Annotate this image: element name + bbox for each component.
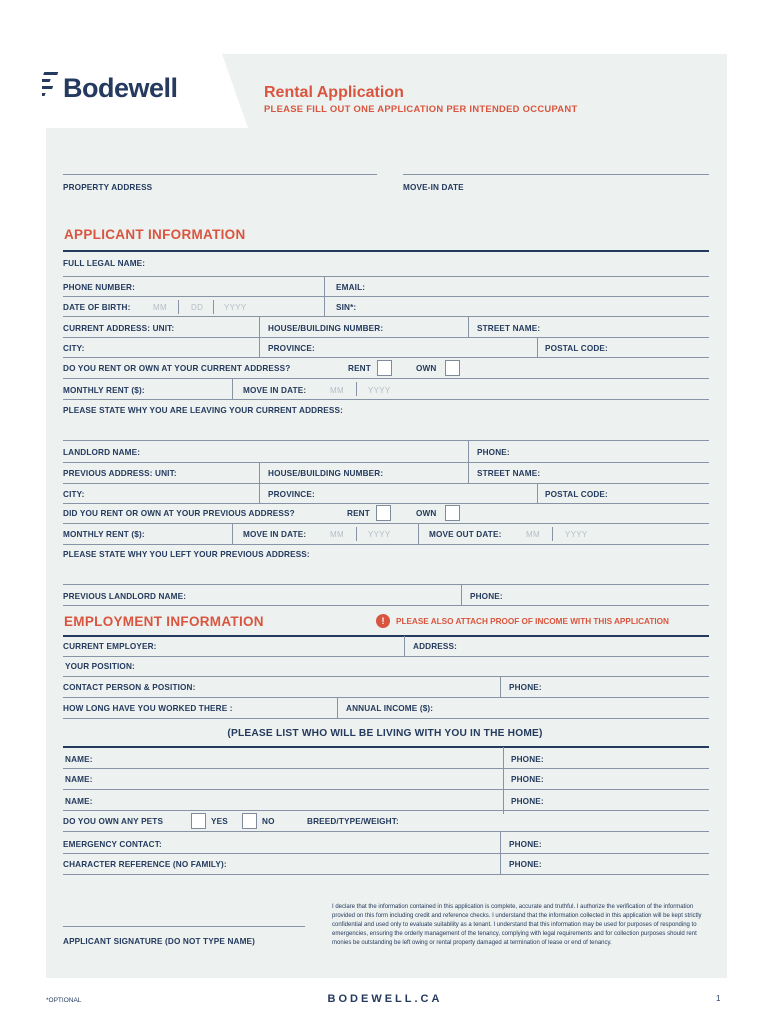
col-divider — [468, 317, 469, 337]
postal-code-label: POSTAL CODE: — [545, 344, 608, 353]
character-reference-label: CHARACTER REFERENCE (NO FAMILY): — [63, 860, 227, 869]
col-divider — [468, 441, 469, 462]
monthly-rent-label: MONTHLY RENT ($): — [63, 386, 145, 395]
dob-label: DATE OF BIRTH: — [63, 303, 131, 312]
previous-landlord-field[interactable] — [63, 605, 709, 606]
prev-move-in-label: MOVE IN DATE: — [243, 530, 307, 539]
optional-note: *OPTIONAL — [46, 997, 82, 1004]
full-legal-name-field[interactable] — [63, 276, 709, 277]
move-in-month[interactable]: MM — [330, 386, 344, 395]
date-sep — [356, 382, 357, 396]
employment-section-title: EMPLOYMENT INFORMATION — [64, 614, 264, 629]
dob-day[interactable]: DD — [191, 303, 204, 312]
city-province-field[interactable] — [63, 357, 709, 358]
landlord-field[interactable] — [63, 462, 709, 463]
previous-address-heading: PREVIOUS ADDRESS: — [63, 469, 153, 478]
current-address-heading: CURRENT ADDRESS: — [63, 324, 151, 333]
contact-person-field[interactable] — [63, 697, 709, 698]
section-divider — [63, 746, 709, 748]
col-divider — [537, 484, 538, 503]
landlord-phone-label: PHONE: — [477, 448, 510, 457]
previous-address-label — [63, 469, 177, 478]
section-divider — [63, 250, 709, 252]
col-divider — [500, 677, 501, 697]
pets-field[interactable] — [63, 831, 709, 832]
date-sep — [552, 527, 553, 541]
occupant-2-field[interactable] — [63, 789, 709, 790]
unit-label: UNIT: — [155, 469, 177, 478]
street-name-label: STREET NAME: — [477, 324, 541, 333]
previous-landlord-phone-label: PHONE: — [470, 592, 503, 601]
prev-rent-label: RENT — [347, 509, 370, 518]
col-divider — [503, 747, 504, 814]
pets-yes-label: YES — [211, 817, 228, 826]
why-leaving-field[interactable] — [63, 440, 709, 441]
email-label: EMAIL: — [336, 283, 366, 292]
applicant-section-title: APPLICANT INFORMATION — [64, 227, 246, 242]
why-left-field[interactable] — [63, 584, 709, 585]
prev-own-checkbox[interactable] — [445, 505, 460, 521]
reference-phone-label: PHONE: — [509, 860, 542, 869]
alert-icon: ! — [376, 614, 390, 628]
section-divider — [63, 635, 709, 637]
occupant-1-phone-label: PHONE: — [511, 755, 544, 764]
pets-yes-checkbox[interactable] — [191, 813, 206, 829]
occupant-1-field[interactable] — [63, 768, 709, 769]
row-divider — [63, 523, 709, 524]
own-checkbox[interactable] — [445, 360, 460, 376]
annual-income-label: ANNUAL INCOME ($): — [346, 704, 434, 713]
prev-move-in-year[interactable]: YYYY — [368, 530, 391, 539]
employer-address-label: ADDRESS: — [413, 642, 457, 651]
unit-label: UNIT: — [152, 324, 175, 333]
prev-house-building-label: HOUSE/BUILDING NUMBER: — [268, 469, 384, 478]
current-employer-heading: CURRENT EMPLOYER: — [63, 642, 157, 651]
why-leaving-label: PLEASE STATE WHY YOU ARE LEAVING YOUR CURRENT ADDRESS: — [63, 406, 343, 415]
prev-postal-code-label: POSTAL CODE: — [545, 490, 608, 499]
current-address-field[interactable] — [63, 337, 709, 338]
pets-no-label: NO — [262, 817, 275, 826]
occupant-2-name-label: NAME: — [65, 775, 93, 784]
declaration-text: I declare that the information contained in this application is complete, accurate and truthful. I authorize the verification of the information provided on this form including credit and reference checks. I understand that the information collected in this application will be kept strictly confidential and used only to evaluate suitability as a tenant. I understand that this information may be used for purposes of responding to emergencies, ensuring the orderly management of the tenancy, complying with legal requirements and for collection purposes should rent monies be outstanding be left owing or rental property damaged at termination of lease or end of tenancy. — [332, 904, 702, 946]
prev-city-label: CITY: — [63, 490, 85, 499]
landlord-name-label: LANDLORD NAME: — [63, 448, 141, 457]
prev-move-out-month[interactable]: MM — [526, 530, 540, 539]
property-address-field[interactable] — [63, 174, 377, 175]
col-divider — [418, 524, 419, 544]
emergency-contact-label: EMERGENCY CONTACT: — [63, 840, 162, 849]
move-in-date-field[interactable] — [403, 174, 709, 175]
dob-month[interactable]: MM — [153, 303, 167, 312]
row-divider — [63, 399, 709, 400]
your-position-label: YOUR POSITION: — [65, 662, 135, 671]
prev-monthly-rent-label: MONTHLY RENT ($): — [63, 530, 145, 539]
employer-field[interactable] — [63, 656, 709, 657]
emergency-contact-field[interactable] — [63, 853, 709, 854]
pets-no-checkbox[interactable] — [242, 813, 257, 829]
row-divider — [63, 378, 709, 379]
dob-year[interactable]: YYYY — [224, 303, 247, 312]
character-reference-field[interactable] — [63, 874, 709, 875]
move-in-date-label: MOVE-IN DATE — [403, 183, 464, 192]
prev-street-name-label: STREET NAME: — [477, 469, 541, 478]
city-label: CITY: — [63, 344, 85, 353]
prev-rent-checkbox[interactable] — [376, 505, 391, 521]
page-title: Rental Application — [264, 84, 404, 101]
employment-duration-field[interactable] — [63, 718, 709, 719]
col-divider — [337, 698, 338, 718]
col-divider — [232, 524, 233, 544]
col-divider — [404, 636, 405, 656]
page-subtitle: PLEASE FILL OUT ONE APPLICATION PER INTENDED OCCUPANT — [264, 103, 578, 114]
occupants-heading: (PLEASE LIST WHO WILL BE LIVING WITH YOU IN THE HOME) — [227, 728, 543, 739]
page-number: 1 — [716, 994, 721, 1003]
move-in-year[interactable]: YYYY — [368, 386, 391, 395]
dob-sin-field[interactable] — [63, 316, 709, 317]
emergency-phone-label: PHONE: — [509, 840, 542, 849]
prev-move-out-year[interactable]: YYYY — [565, 530, 588, 539]
move-in-date-label-current: MOVE IN DATE: — [243, 386, 307, 395]
phone-number-label: PHONE NUMBER: — [63, 283, 135, 292]
province-label: PROVINCE: — [268, 344, 315, 353]
prev-own-label: OWN — [416, 509, 437, 518]
own-label: OWN — [416, 364, 437, 373]
prev-city-field[interactable] — [63, 503, 709, 504]
your-position-field[interactable] — [63, 676, 709, 677]
full-legal-name-label: FULL LEGAL NAME: — [63, 259, 146, 268]
previous-landlord-label: PREVIOUS LANDLORD NAME: — [63, 592, 187, 601]
how-long-label: HOW LONG HAVE YOU WORKED THERE : — [63, 704, 233, 713]
date-sep — [356, 527, 357, 541]
prev-move-in-month[interactable]: MM — [330, 530, 344, 539]
rent-checkbox[interactable] — [377, 360, 392, 376]
occupant-2-phone-label: PHONE: — [511, 775, 544, 784]
signature-field[interactable] — [63, 926, 305, 927]
signature-label: APPLICANT SIGNATURE (DO NOT TYPE NAME) — [63, 937, 256, 946]
contact-person-label: CONTACT PERSON & POSITION: — [63, 683, 196, 692]
rent-own-current-label: DO YOU RENT OR OWN AT YOUR CURRENT ADDRESS? — [63, 364, 291, 373]
current-employer-label — [63, 642, 157, 651]
rent-label: RENT — [348, 364, 371, 373]
col-divider — [468, 463, 469, 483]
house-building-label: HOUSE/BUILDING NUMBER: — [268, 324, 384, 333]
col-divider — [461, 585, 462, 605]
logo-wordmark: Bodewell — [63, 73, 178, 103]
phone-email-field[interactable] — [63, 296, 709, 297]
occupant-3-name-label: NAME: — [65, 797, 93, 806]
col-divider — [232, 379, 233, 399]
sin-label: SIN*: — [336, 303, 357, 312]
col-divider — [537, 338, 538, 357]
date-sep — [178, 300, 179, 314]
current-address-label — [63, 324, 174, 333]
previous-address-field[interactable] — [63, 483, 709, 484]
row-divider — [63, 544, 709, 545]
occupant-1-name-label: NAME: — [65, 755, 93, 764]
pets-label: DO YOU OWN ANY PETS — [63, 817, 164, 826]
prev-move-out-label: MOVE OUT DATE: — [429, 530, 502, 539]
property-address-label: PROPERTY ADDRESS — [63, 183, 153, 192]
breed-label: BREED/TYPE/WEIGHT: — [307, 817, 399, 826]
website-link[interactable]: BODEWELL.CA — [327, 993, 443, 1005]
employment-notice: PLEASE ALSO ATTACH PROOF OF INCOME WITH THIS APPLICATION — [396, 617, 669, 626]
why-left-label: PLEASE STATE WHY YOU LEFT YOUR PREVIOUS ADDRESS: — [63, 550, 310, 559]
occupant-3-field[interactable] — [63, 810, 709, 811]
prev-province-label: PROVINCE: — [268, 490, 315, 499]
rent-own-previous-label: DID YOU RENT OR OWN AT YOUR PREVIOUS ADDRESS? — [63, 509, 295, 518]
contact-phone-label: PHONE: — [509, 683, 542, 692]
date-sep — [213, 300, 214, 314]
occupant-3-phone-label: PHONE: — [511, 797, 544, 806]
